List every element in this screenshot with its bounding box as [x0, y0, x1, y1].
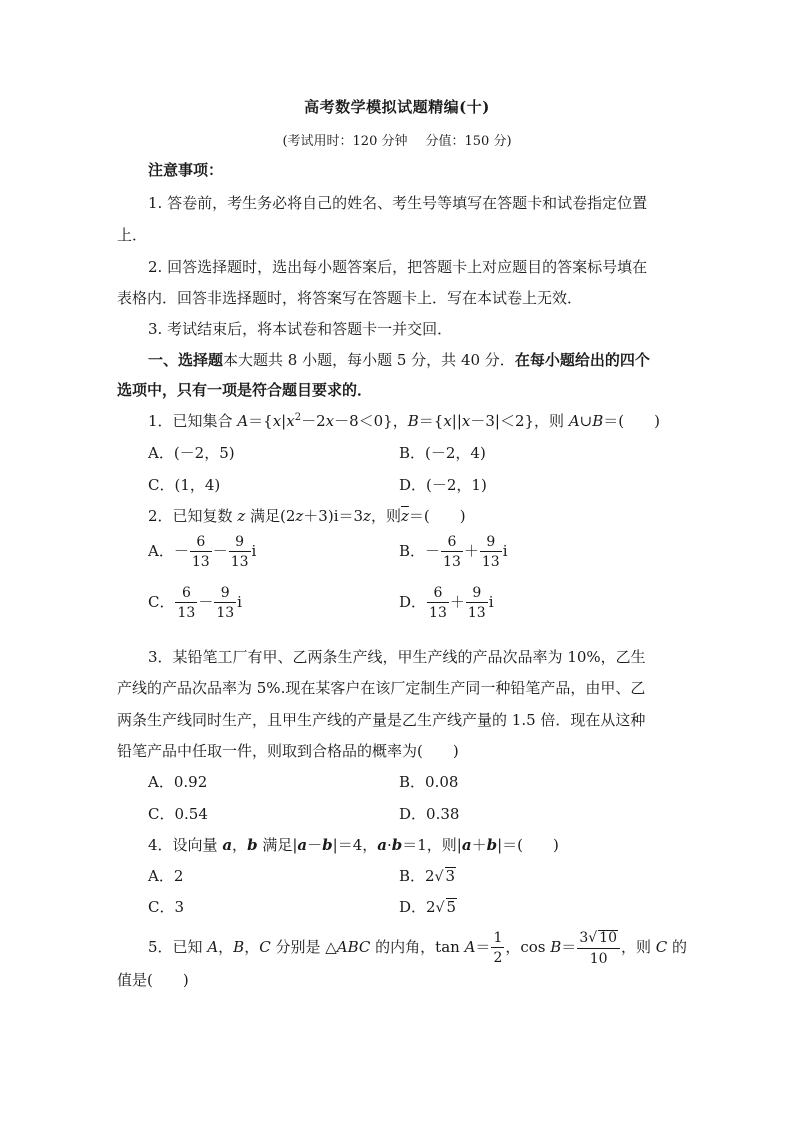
page-title: 高考数学模拟试题精编(十)	[304, 98, 490, 116]
question-5: 5．已知 A，B，C 分别是 △ABC 的内角，tan A＝ $\frac{1}{2}$ ，cos B＝ $\frac{3√ 10}{10}$ ，则 C 的	[148, 930, 688, 968]
q3-option-b[interactable]: B．0.08	[399, 773, 459, 791]
notice-item-2: 2. 回答选择题时，选出每小题答案后，把答题卡上对应题目的答案标号填在	[148, 258, 648, 276]
q4-option-c[interactable]: C．3	[148, 898, 185, 916]
question-2: 2．已知复数 z 满足(2z＋3)i＝3z，则$\overline{z}=$( )	[148, 507, 466, 525]
question-4: 4．设向量 a，b 满足|a－b|＝4，a·b＝1，则|a＋b|＝( )	[148, 836, 559, 854]
q4-option-a[interactable]: A．2	[148, 867, 184, 885]
q3-option-d[interactable]: D．0.38	[399, 805, 460, 823]
question-3-line-3: 两条生产线同时生产，且甲生产线的产量是乙生产线产量的 1.5 倍．现在从这种	[117, 711, 646, 729]
q2-option-b[interactable]: B．－ $\frac{6}{13}$ ＋ $\frac{9}{13}$ i	[399, 534, 508, 570]
q4-option-b[interactable]: B．2√ 3	[399, 867, 456, 885]
question-3-line-2: 产线的产品次品率为 5%.现在某客户在该厂定制生产同一种铅笔产品，由甲、乙	[117, 679, 646, 697]
section-intro: 一、选择题本大题共 8 小题，每小题 5 分，共 40 分．在每小题给出的四个	[148, 351, 650, 369]
notice-item-1: 1. 答卷前，考生务必将自己的姓名、考生号等填写在答题卡和试卷指定位置	[148, 194, 648, 212]
q2-option-a[interactable]: A．－ $\frac{6}{13}$ － $\frac{9}{13}$ i	[148, 534, 257, 570]
question-5-line-2: 值是( )	[117, 971, 189, 989]
q1-option-c[interactable]: C．(1，4)	[148, 476, 221, 494]
q2-option-d[interactable]: D． $\frac{6}{13}$ ＋ $\frac{9}{13}$ i	[399, 585, 494, 621]
exam-time: (考试用时：120 分钟	[282, 134, 408, 149]
question-1: 1．已知集合 $A=\{x|x^2-2x-8<0\}$，B＝{x||x－3|＜2}，则 A∪B＝( )	[148, 412, 660, 430]
exam-info	[0, 130, 794, 149]
notice-item-2-cont: 表格内．回答非选择题时，将答案写在答题卡上．写在本试卷上无效．	[117, 289, 583, 307]
notice-item-1-cont: 上．	[117, 226, 148, 244]
q4-option-d[interactable]: D．2√ 5	[399, 898, 457, 916]
q3-option-c[interactable]: C．0.54	[148, 805, 208, 823]
q3-option-a[interactable]: A．0.92	[148, 773, 208, 791]
notice-heading: 注意事项：	[148, 161, 224, 179]
q1-option-b[interactable]: B．(－2，4)	[399, 444, 486, 462]
q1-option-a[interactable]: A．(－2，5)	[148, 444, 235, 462]
question-3-line-1: 3．某铅笔工厂有甲、乙两条生产线，甲生产线的产品次品率为 10%，乙生	[148, 648, 646, 666]
q2-option-c[interactable]: C． $\frac{6}{13}$ － $\frac{9}{13}$ i	[148, 585, 242, 621]
section-heading: 一、选择题	[148, 351, 224, 369]
notice-item-3: 3. 考试结束后，将本试卷和答题卡一并交回．	[148, 320, 453, 338]
question-3-line-4: 铅笔产品中任取一件，则取到合格品的概率为( )	[117, 742, 459, 760]
section-intro-cont: 选项中，只有一项是符合题目要求的．	[117, 381, 373, 399]
exam-score: 分值：150 分)	[425, 134, 512, 149]
q1-option-d[interactable]: D．(－2，1)	[399, 476, 487, 494]
